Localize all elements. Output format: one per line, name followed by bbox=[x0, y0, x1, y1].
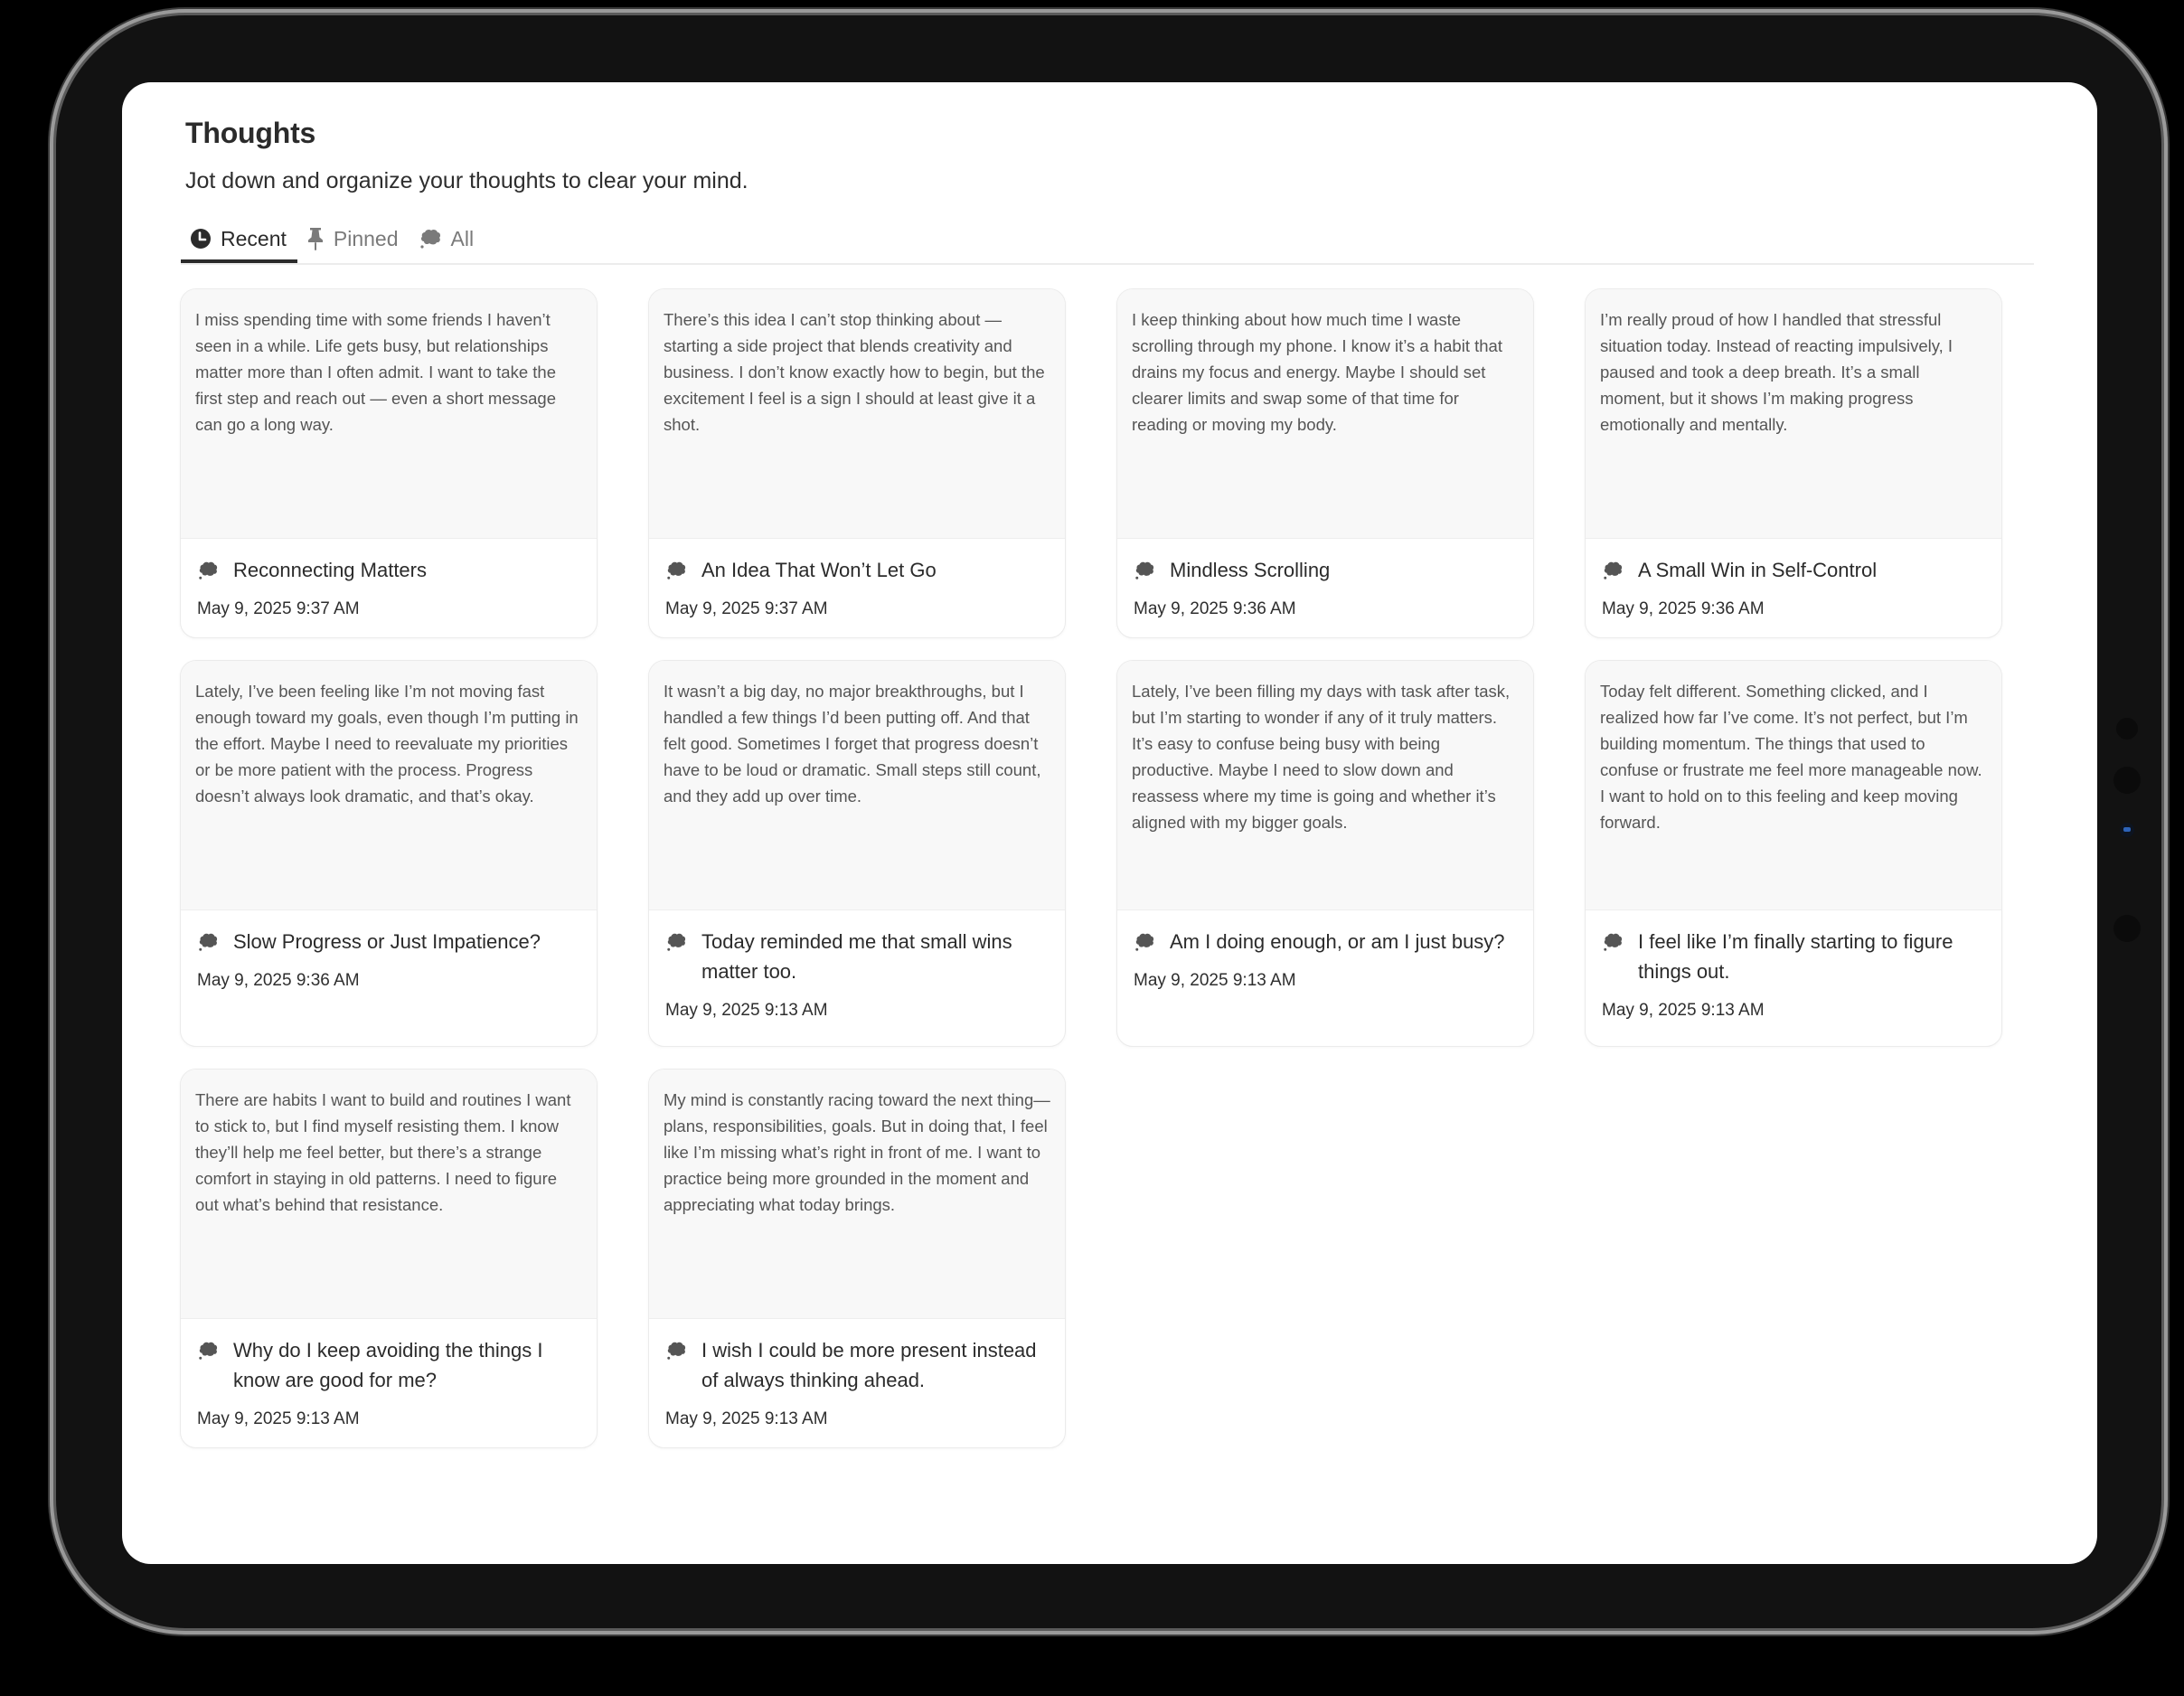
page-subtitle: Jot down and organize your thoughts to clear your mind. bbox=[185, 168, 748, 193]
thought-card-body: There are habits I want to build and routines I want to stick to, but I find myself resisting them. I know they’ll help me feel better, but there’s a strange comfort in staying in old patterns. I need to figure out what’s behind that resistance. bbox=[181, 1069, 597, 1319]
thought-card-date: May 9, 2025 9:13 AM bbox=[665, 1409, 828, 1428]
bezel-sensor bbox=[2113, 767, 2141, 794]
bezel-sensor bbox=[2116, 718, 2138, 740]
thought-card[interactable] bbox=[180, 1069, 598, 1448]
thought-card-title: I wish I could be more present instead of always thinking ahead. bbox=[701, 1339, 1037, 1391]
tab-all-label: All bbox=[450, 226, 475, 250]
tab-all[interactable] bbox=[410, 216, 485, 261]
tab-recent-label: Recent bbox=[221, 226, 287, 250]
thought-bubble-icon bbox=[665, 927, 687, 956]
thought-card-date: May 9, 2025 9:37 AM bbox=[197, 599, 360, 618]
thought-card[interactable] bbox=[1585, 660, 2002, 1047]
thought-card-date: May 9, 2025 9:13 AM bbox=[1602, 1001, 1765, 1020]
thought-card-title: Reconnecting Matters bbox=[233, 559, 427, 581]
thought-card-body: Today felt different. Something clicked, and I realized how far I’ve come. It’s not perfect, but I’m building momentum. The things that used to confuse or frustrate me feel more manageable now. I want to hold on to this feeling and keep moving forward. bbox=[1586, 661, 2001, 910]
thought-bubble-icon bbox=[1602, 555, 1624, 585]
thought-card-body: I miss spending time with some friends I haven’t seen in a while. Life gets busy, but relationships matter more than I often admit. I want to take the first step and reach out — even a short message can go a long way. bbox=[181, 289, 597, 539]
tab-recent[interactable] bbox=[181, 216, 297, 261]
thought-card[interactable] bbox=[180, 660, 598, 1047]
thought-card-body: There’s this idea I can’t stop thinking about — starting a side project that blends creativity and business. I don’t know exactly how to begin, but the excitement I feel is a sign I should at least give it a shot. bbox=[649, 289, 1065, 539]
tab-bar bbox=[181, 216, 2034, 265]
thought-card-body: Lately, I’ve been filling my days with task after task, but I’m starting to wonder if any of it truly matters. It’s easy to confuse being busy with being productive. Maybe I need to slow down and reassess where my time is going and whether it’s aligned with my bigger goals. bbox=[1117, 661, 1533, 910]
thought-card[interactable] bbox=[648, 1069, 1066, 1448]
thought-card[interactable] bbox=[1116, 288, 1534, 638]
thought-card-title: Slow Progress or Just Impatience? bbox=[233, 930, 541, 953]
thought-card-date: May 9, 2025 9:13 AM bbox=[665, 1001, 828, 1020]
thought-card-title: Why do I keep avoiding the things I know are good for me? bbox=[233, 1339, 543, 1391]
thought-card[interactable] bbox=[648, 288, 1066, 638]
thought-bubble-icon bbox=[665, 555, 687, 585]
thought-bubble-icon bbox=[197, 927, 219, 956]
thought-bubble-icon bbox=[1134, 555, 1155, 585]
bezel-sensor bbox=[2113, 915, 2141, 942]
thought-card-title: Today reminded me that small wins matter too. bbox=[701, 930, 1012, 983]
front-camera-icon bbox=[2120, 823, 2134, 837]
thought-card-body: My mind is constantly racing toward the next thing—plans, responsibilities, goals. But in doing that, I feel like I’m missing what’s right in front of me. I want to practice being more grounded in the moment and appreciating what today brings. bbox=[649, 1069, 1065, 1319]
thought-card-date: May 9, 2025 9:13 AM bbox=[1134, 971, 1296, 990]
thought-card-date: May 9, 2025 9:37 AM bbox=[665, 599, 828, 618]
thought-card[interactable] bbox=[180, 288, 598, 638]
pin-icon bbox=[306, 226, 325, 251]
thought-bubble-icon bbox=[1134, 927, 1155, 956]
thought-card[interactable] bbox=[1585, 288, 2002, 638]
clock-icon bbox=[190, 228, 212, 250]
thought-card-date: May 9, 2025 9:36 AM bbox=[1602, 599, 1765, 618]
thought-card-title: Am I doing enough, or am I just busy? bbox=[1170, 930, 1505, 953]
app-screen bbox=[122, 82, 2097, 1564]
thought-card-title: Mindless Scrolling bbox=[1170, 559, 1331, 581]
thought-card-body: I keep thinking about how much time I waste scrolling through my phone. I know it’s a habit that drains my focus and energy. Maybe I should set clearer limits and swap some of that time for reading or moving my body. bbox=[1117, 289, 1533, 539]
thought-card[interactable] bbox=[1116, 660, 1534, 1047]
thought-card-body: Lately, I’ve been feeling like I’m not moving fast enough toward my goals, even though I’m putting in the effort. Maybe I need to reevaluate my priorities or be more patient with the process. Progress doesn’t always look dramatic, and that’s okay. bbox=[181, 661, 597, 910]
page-title: Thoughts bbox=[185, 117, 316, 149]
thought-bubble-icon bbox=[419, 228, 442, 250]
thought-card-title: An Idea That Won’t Let Go bbox=[701, 559, 937, 581]
thought-card-body: It wasn’t a big day, no major breakthroughs, but I handled a few things I’d been putting off. And that felt good. Sometimes I forget that progress doesn’t have to be loud or dramatic. Small steps still count, and they add up over time. bbox=[649, 661, 1065, 910]
thought-bubble-icon bbox=[665, 1335, 687, 1365]
thought-card-date: May 9, 2025 9:36 AM bbox=[197, 971, 360, 990]
thought-card-title: I feel like I’m finally starting to figure things out. bbox=[1638, 930, 1953, 983]
thought-card-title: A Small Win in Self-Control bbox=[1638, 559, 1878, 581]
tab-pinned-label: Pinned bbox=[333, 226, 399, 250]
tab-pinned[interactable] bbox=[297, 216, 410, 261]
thought-card-date: May 9, 2025 9:36 AM bbox=[1134, 599, 1296, 618]
thoughts-grid bbox=[180, 288, 2035, 1448]
thought-bubble-icon bbox=[197, 1335, 219, 1365]
thought-bubble-icon bbox=[197, 555, 219, 585]
thought-bubble-icon bbox=[1602, 927, 1624, 956]
thought-card-body: I’m really proud of how I handled that stressful situation today. Instead of reacting impulsively, I paused and took a deep breath. It’s a small moment, but it shows I’m making progress emotionally and mentally. bbox=[1586, 289, 2001, 539]
thought-card-date: May 9, 2025 9:13 AM bbox=[197, 1409, 360, 1428]
thought-card[interactable] bbox=[648, 660, 1066, 1047]
